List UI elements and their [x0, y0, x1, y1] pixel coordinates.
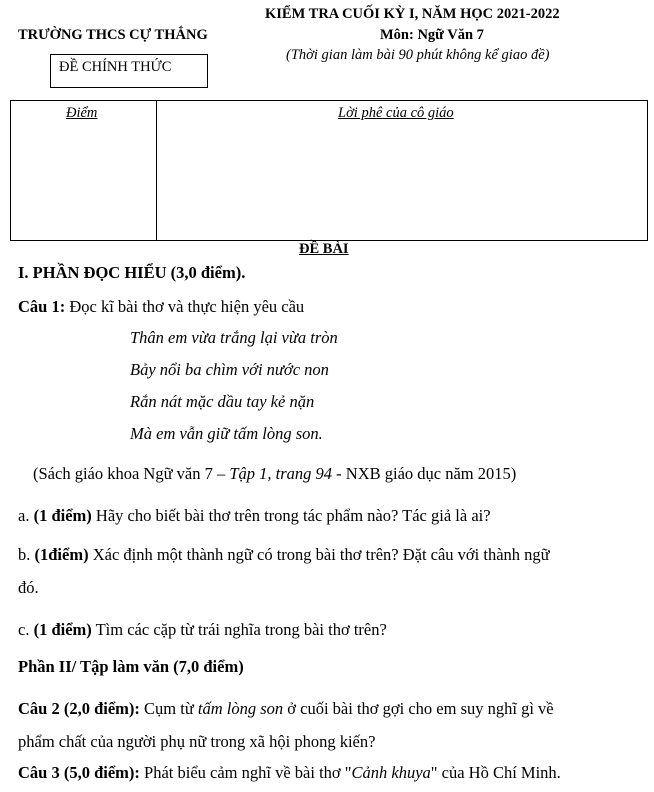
official-exam-label: ĐỀ CHÍNH THỨC — [59, 59, 172, 75]
question-1b-text: Xác định một thành ngữ có trong bài thơ trên? Đặt câu với thành ngữ — [88, 545, 550, 564]
exam-title: KIỂM TRA CUỐI KỲ I, NĂM HỌC 2021-2022 — [265, 6, 560, 22]
source-part-italic: Tập 1, trang 94 — [229, 464, 333, 483]
question-2-phrase: tấm lòng son — [197, 699, 284, 718]
question-3 — [18, 763, 561, 783]
poem-line: Rắn nát mặc dầu tay kẻ nặn — [130, 392, 315, 411]
question-1-label: Câu 1: — [18, 297, 66, 316]
section-2-title: Phần II/ Tập làm văn (7,0 điểm) — [18, 657, 244, 676]
question-2-continued: phẩm chất của người phụ nữ trong xã hội phong kiến? — [18, 732, 376, 751]
teacher-comment-label: Lời phê của cô giáo — [338, 105, 454, 121]
question-1b-points: (1điểm) — [34, 545, 89, 564]
question-2 — [18, 699, 554, 719]
question-3-poem-title: Cảnh khuya — [351, 763, 431, 782]
question-1c-text: Tìm các cặp từ trái nghĩa trong bài thơ trên? — [91, 620, 387, 639]
question-2-text: ở cuối bài thơ gợi cho em suy nghĩ gì về — [283, 699, 554, 718]
question-1a-points: (1 điểm) — [33, 506, 92, 525]
grade-table-divider — [156, 101, 157, 240]
question-1c-prefix: c. — [18, 620, 34, 639]
question-3-label: Câu 3 (5,0 điểm): — [18, 763, 140, 782]
official-exam-box — [50, 54, 208, 88]
exam-duration: (Thời gian làm bài 90 phút không kể giao đề) — [286, 47, 550, 63]
question-1-text: Đọc kĩ bài thơ và thực hiện yêu cầu — [65, 297, 305, 316]
question-1b-prefix: b. — [18, 545, 35, 564]
question-1a — [18, 506, 491, 526]
question-1c — [18, 620, 387, 640]
school-name: TRƯỜNG THCS CỰ THẮNG — [18, 27, 208, 43]
question-3-text: Phát biểu cảm nghĩ về bài thơ " — [139, 763, 352, 782]
score-label: Điểm — [66, 105, 98, 121]
grade-table — [10, 100, 648, 241]
poem-line: Thân em vừa trắng lại vừa tròn — [130, 328, 338, 347]
question-3-text: " của Hồ Chí Minh. — [430, 763, 561, 782]
section-1-title: I. PHẦN ĐỌC HIỂU (3,0 điểm). — [18, 263, 246, 282]
question-1a-text: Hãy cho biết bài thơ trên trong tác phẩm nào? Tác giả là ai? — [91, 506, 491, 525]
source-part: - NXB giáo dục năm 2015) — [332, 464, 517, 483]
question-2-label: Câu 2 (2,0 điểm): — [18, 699, 140, 718]
question-1 — [18, 297, 304, 317]
exam-subject: Môn: Ngữ Văn 7 — [380, 27, 484, 43]
question-1c-points: (1 điểm) — [33, 620, 92, 639]
poem-source — [33, 464, 516, 484]
poem-line: Bảy nổi ba chìm với nước non — [130, 360, 329, 379]
question-2-text: Cụm từ — [139, 699, 198, 718]
poem-line: Mà em vẫn giữ tấm lòng son. — [130, 424, 323, 443]
source-part: (Sách giáo khoa Ngữ văn 7 – — [33, 464, 230, 483]
question-1a-prefix: a. — [18, 506, 34, 525]
question-1b — [18, 545, 550, 565]
question-1b-continued: đó. — [18, 578, 39, 597]
exam-heading: ĐỀ BÀI — [299, 241, 349, 257]
